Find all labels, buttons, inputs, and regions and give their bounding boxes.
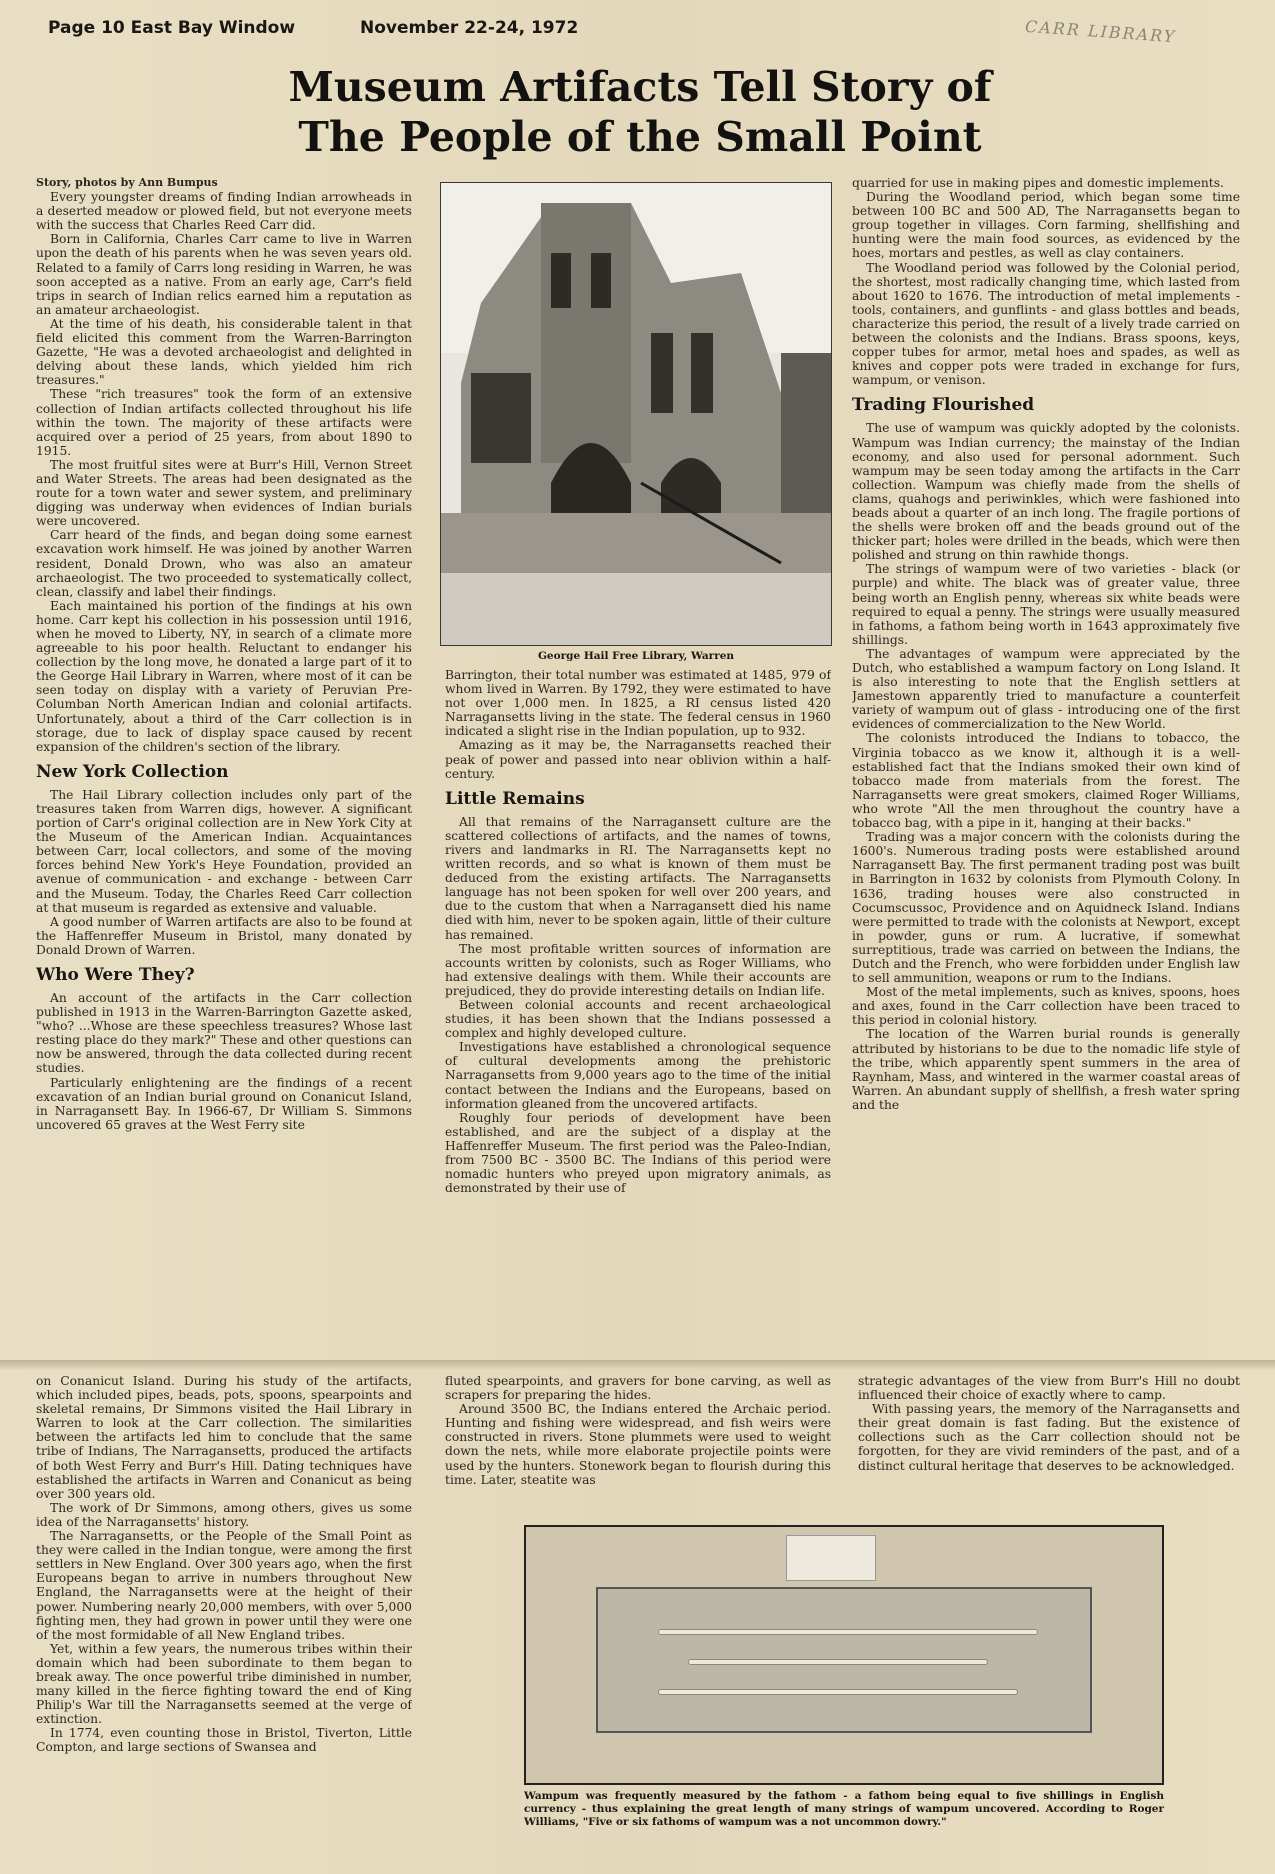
paragraph: Every youngster dreams of finding Indian arrowheads in a deserted meadow or plowed field, but not everyone meets with the success that Charles Reed Carr did. (36, 190, 412, 233)
paragraph: Carr heard of the finds, and began doing some earnest excavation work himself. He was joined by another Warren resident, Donald Drown, who was also an amateur archaeologist. The two proceeded to systematically collect, clean, classify and label their findings. (36, 528, 412, 599)
paragraph: At the time of his death, his considerable talent in that field elicited this comment from the Warren-Barrington Gazette, "He was a devoted archaeologist and delighted in delving about these lands, which yielded him rich treasures." (36, 316, 412, 388)
paragraph: Born in California, Charles Carr came to live in Warren upon the death of his parents when he was seven years old. Related to a family of Carrs long residing in Warren, he was soon accepted as a native. From an early age, Carr's field trips in search of Indian relics earned him a reputation as an amateur archaeologist. (36, 232, 412, 317)
library-building-image (441, 183, 832, 646)
wampum-strand (658, 1689, 1018, 1695)
display-label (786, 1535, 876, 1581)
wampum-strand (658, 1629, 1038, 1635)
paragraph: During the Woodland period, which began some time between 100 BC and 500 AD, The Narragansetts began to group together in villages. Corn farming, shellfishing and hunting were the main food sources, as evidenced by the hoes, mortars and pestles, as well as clay containers. (852, 190, 1240, 261)
byline: Story, photos by Ann Bumpus (36, 176, 218, 189)
paragraph: on Conanicut Island. During his study of the artifacts, which included pipes, beads, pots, spoons, spearpoints and skeletal remains, Dr Simmons visited the Hail Library in Warren to look at the Carr collection. The similarities between the artifacts led him to conclude that the same tribe of Indians, The Narragansetts, produced the artifacts of both West Ferry and Burr's Hill. Dating techniques have established the artifacts in Warren and Conanicut as being over 300 years old. (36, 1374, 412, 1501)
paragraph: The advantages of wampum were appreciated by the Dutch, who established a wampum factory on Long Island. It is also interesting to note that the English settlers at Jamestown apparently tried to manufacture a counterfeit variety of wampum out of glass - introducing one of the first evidences of commercialization to the New World. (852, 646, 1240, 732)
page-number: Page 10 East Bay Window (48, 18, 296, 38)
issue-date: November 22-24, 1972 (360, 18, 579, 38)
column-3-bottom (858, 1374, 1240, 1524)
paragraph: All that remains of the Narragansett culture are the scattered collections of artifacts, and the names of towns, rivers and landmarks in RI. The Narragansetts kept no written records, and so what is known of them must be deduced from the existing artifacts. The Narragansetts language has not been spoken for well over 200 years, and due to the custom that when a Narragansett died his name died with him, never to be spoken again, little of their culture has remained. (445, 814, 831, 942)
paragraph: Trading was a major concern with the colonists during the 1600's. Numerous trading posts were established around Narragansett Bay. The first permanent trading post was built in Barrington in 1632 by colonists from Plymouth Colony. In 1636, trading houses were also constructed in Cocumscussoc, Providence and on Aquidneck Island. Indians were permitted to trade with the colonists at Newport, except in powder, guns or rum. A lucrative, if somewhat surreptitious, trade was carried on between the Indians, the Dutch and the French, who were forbidden under English law to sell ammunition, weapons or rum to the Indians. (852, 830, 1240, 986)
column-2-bottom (445, 1374, 831, 1524)
paragraph: The strings of wampum were of two varieties - black (or purple) and white. The black was of greater value, three being worth an English penny, whereas six white beads were required to equal a penny. The strings were usually measured in fathoms, a fathom being worth in 1643 approximately five shillings. (852, 562, 1240, 647)
headline-line-2: The People of the Small Point (298, 113, 982, 161)
paragraph: The use of wampum was quickly adopted by the colonists. Wampum was Indian currency; the mainstay of the Indian economy, and also used for personal adornment. Such wampum may be seen today among the artifacts in the Carr collection. Wampum was chiefly made from the shells of clams, quahogs and periwinkles, which were fashioned into beads about a quarter of an inch long. The fragile portions of the shells were broken off and the beads ground out of the thicker part; holes were drilled in the beads, which were then polished and strung on thin rawhide thongs. (852, 421, 1240, 563)
paragraph: These "rich treasures" took the form of an extensive collection of Indian artifacts collected throughout his life within the town. The majority of these artifacts were acquired over a period of 25 years, from about 1890 to 1915. (36, 387, 412, 458)
paragraph: Particularly enlightening are the findings of a recent excavation of an Indian burial ground on Conanicut Island, in Narragansett Bay. In 1966-67, Dr William S. Simmons uncovered 65 graves at the West Ferry site (36, 1075, 412, 1132)
paragraph: A good number of Warren artifacts are also to be found at the Haffenreffer Museum in Bristol, many donated by Donald Drown of Warren. (36, 914, 412, 957)
column-1-top (36, 176, 412, 1368)
paragraph: The Narragansetts, or the People of the Small Point as they were called in the Indian tongue, were among the first settlers in New England. Over 300 years ago, when the first Europeans began to arrive in numbers throughout New England, the Narragansetts were at the height of their power. Numbering nearly 20,000 members, with over 5,000 fighting men, they had grown in power until they were one of the most formidable of all New England tribes. (36, 1529, 412, 1642)
paragraph: Most of the metal implements, such as knives, spoons, hoes and axes, found in the Carr collection have been traced to this period in colonial history. (852, 985, 1240, 1028)
paragraph: The most fruitful sites were at Burr's Hill, Vernon Street and Water Streets. The areas had been designated as the route for a town water and sewer system, and preliminary digging was underway when evidences of Indian burials were uncovered. (36, 457, 412, 529)
subhead-who-were-they: Who Were They? (36, 964, 195, 985)
paragraph: Yet, within a few years, the numerous tribes within their domain which had been subordinate to them began to break away. The once powerful tribe diminished in number, many killed in the fierce fighting toward the end of King Philip's War till the Narragansetts seemed at the verge of extinction. (36, 1641, 412, 1727)
headline (120, 62, 1160, 162)
paragraph: fluted spearpoints, and gravers for bone carving, as well as scrapers for preparing the hides. (445, 1374, 831, 1403)
paragraph: The most profitable written sources of information are accounts written by colonists, such as Roger Williams, who had extensive dealings with them. While their accounts are prejudiced, they do provide interesting details on Indian life. (445, 941, 831, 998)
paragraph: Around 3500 BC, the Indians entered the Archaic period. Hunting and fishing were widespread, and fish weirs were constructed in rivers. Stone plummets were used to weight down the nets, while more elaborate projectile points were used by the hunters. Stonework began to flourish during this time. Later, steatite was (445, 1402, 831, 1487)
wampum-strand (688, 1659, 988, 1665)
library-photo (440, 182, 832, 646)
paragraph: An account of the artifacts in the Carr collection published in 1913 in the Warren-Barrington Gazette asked, "who? ...Whose are these speechless treasures? Whose last resting place do they mark?" These and other questions can now be answered, through the data collected during recent studies. (36, 990, 412, 1076)
page-header (40, 16, 1240, 47)
paragraph: The colonists introduced the Indians to tobacco, the Virginia tobacco as we know it, although it is a well-established fact that the Indians smoked their own kind of tobacco made from materials from the forest. The Narragansetts were great smokers, claimed Roger Williams, who wrote "All the men throughout the country have a tobacco bag, with a pipe in it, hanging at their backs." (852, 731, 1240, 831)
library-stamp: CARR LIBRARY (1024, 16, 1177, 47)
paragraph: Amazing as it may be, the Narragansetts reached their peak of power and passed into near oblivion within a half-century. (445, 738, 831, 781)
paragraph: Investigations have established a chronological sequence of cultural developments among the prehistoric Narragansetts from 9,000 years ago to the time of the initial contact between the Indians and the Europeans, based on information gleaned from the uncovered artifacts. (445, 1040, 831, 1111)
paragraph: With passing years, the memory of the Narragansetts and their great domain is fast fading. But the existence of collections such as the Carr collection should not be forgotten, for they are vivid reminders of the past, and of a distinct cultural heritage that deserves to be acknowledged. (858, 1402, 1240, 1473)
paragraph: Barrington, their total number was estimated at 1485, 979 of whom lived in Warren. By 1792, they were estimated to have not over 1,000 men. In 1825, a RI census listed 420 Narragansetts living in the state. The federal census in 1960 indicated a slight rise in the Indian population, up to 932. (445, 668, 831, 739)
wampum-photo-caption: Wampum was frequently measured by the fathom - a fathom being equal to five shillings in English currency - thus explaining the great length of many strings of wampum uncovered. According to Roger Williams, "Five or six fathoms of wampum was a not uncommon dowry." (524, 1790, 1164, 1828)
subhead-new-york-collection: New York Collection (36, 761, 229, 782)
paragraph: The work of Dr Simmons, among others, gives us some idea of the Narragansetts' history. (36, 1500, 412, 1529)
paragraph: Between colonial accounts and recent archaeological studies, it has been shown that the Indians possessed a complex and highly developed culture. (445, 997, 831, 1041)
wampum-photo (524, 1525, 1164, 1785)
display-case (596, 1587, 1092, 1733)
subhead-trading-flourished: Trading Flourished (852, 395, 1035, 416)
paragraph: The location of the Warren burial rounds is generally attributed by historians to be due to the nomadic life style of the tribe, which apparently spent summers in the area of Raynham, Mass, and wintered in the warmer coastal areas of Warren. An abundant supply of shellfish, a fresh water spring and the (852, 1027, 1240, 1112)
paragraph: Each maintained his portion of the findings at his own home. Carr kept his collection in his possession until 1916, when he moved to Liberty, NY, in search of a climate more agreeable to his poor health. Reluctant to endanger his collection by the long move, he donated a large part of it to the George Hail Library in Warren, where most of it can be seen today on display with a variety of Peruvian Pre-Columban North American Indian and colonial artifacts. Unfortunately, about a third of the Carr collection is in storage, due to lack of display space caused by recent expansion of the children's section of the library. (36, 598, 412, 754)
paragraph: In 1774, even counting those in Bristol, Tiverton, Little Compton, and large sections of Swansea and (36, 1726, 412, 1755)
subhead-little-remains: Little Remains (445, 788, 585, 809)
paragraph: Roughly four periods of development have been established, and are the subject of a display at the Haffenreffer Museum. The first period was the Paleo-Indian, from 7500 BC - 3500 BC. The Indians of this period were nomadic hunters who preyed upon migratory animals, as demonstrated by their use of (445, 1110, 831, 1196)
column-1-bottom (36, 1374, 412, 1866)
paragraph: The Hail Library collection includes only part of the treasures taken from Warren digs, however. A significant portion of Carr's original collection are in New York City at the Museum of the American Indian. Acquaintances between Carr, local collectors, and some of the moving forces behind New York's Heye Foundation, provided an avenue of communication - and exchange - between Carr and the Museum. Today, the Charles Reed Carr collection at that museum is regarded as extensive and valuable. (36, 787, 412, 915)
paper-fold-seam (0, 1360, 1275, 1370)
library-photo-caption: George Hail Free Library, Warren (537, 650, 735, 662)
headline-line-1: Museum Artifacts Tell Story of (288, 63, 992, 111)
column-3-top (852, 176, 1240, 1370)
paragraph: strategic advantages of the view from Burr's Hill no doubt influenced their choice of exactly where to camp. (858, 1374, 1240, 1403)
paragraph: The Woodland period was followed by the Colonial period, the shortest, most radically changing time, which lasted from about 1620 to 1676. The introduction of metal implements - tools, containers, and gunflints - and glass bottles and beads, characterize this period, the result of a lively trade carried on between the colonists and the Indians. Brass spoons, keys, copper tubes for armor, metal hoes and spades, as well as knives and copper pots were traded in exchange for furs, wampum, or venison. (852, 260, 1240, 388)
column-2-middle (445, 668, 831, 1370)
col1-intro (36, 190, 412, 754)
paragraph: quarried for use in making pipes and domestic implements. (852, 176, 1224, 190)
